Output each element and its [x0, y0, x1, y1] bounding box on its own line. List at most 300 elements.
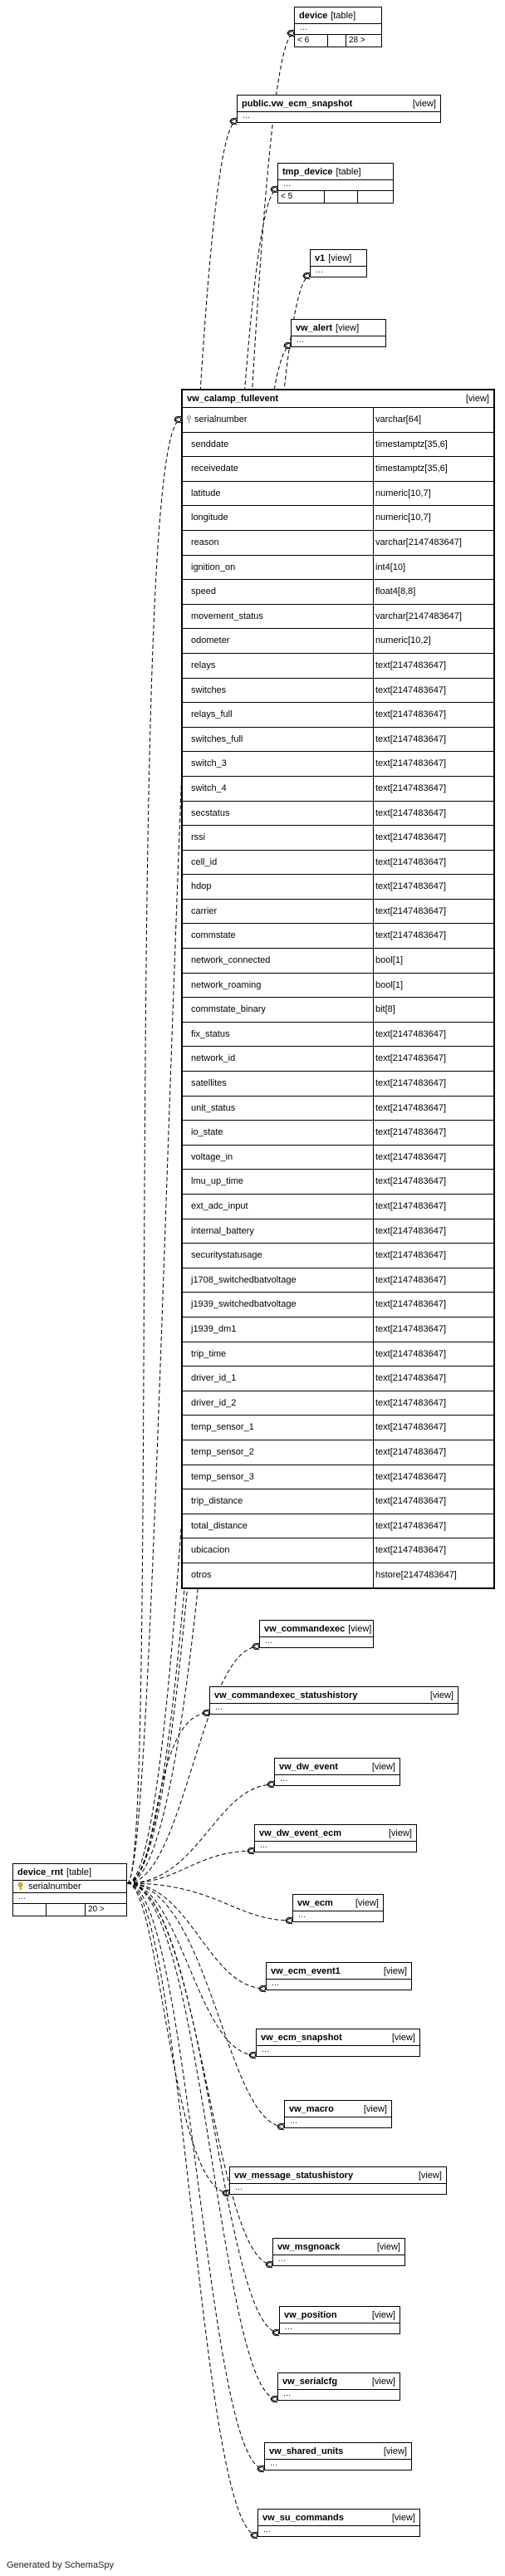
- column-name-cell: [183, 556, 374, 580]
- column-ellipsis: ...: [270, 2458, 278, 2468]
- column-type: text[2147483647]: [375, 1225, 447, 1236]
- column-row: [183, 1195, 493, 1219]
- column-row: [183, 654, 493, 679]
- column-name-cell: [183, 408, 374, 432]
- table-name: vw_macro: [289, 2103, 334, 2114]
- table-name: vw_ecm_snapshot: [261, 2032, 342, 2043]
- column-type: text[2147483647]: [375, 905, 447, 916]
- column-name: fix_status: [191, 1028, 230, 1039]
- column-type: text[2147483647]: [375, 1545, 447, 1556]
- column-row: [183, 506, 493, 531]
- table-kind: [view]: [371, 2309, 395, 2320]
- column-name: speed: [191, 586, 216, 597]
- table-name: public.vw_ecm_snapshot: [242, 98, 353, 109]
- column-name: temp_sensor_2: [191, 1446, 254, 1457]
- column-name: switch_4: [191, 783, 227, 793]
- relationship-edge: [127, 1883, 272, 2264]
- column-ellipsis: ...: [283, 2388, 292, 2398]
- table-name: vw_ecm_event1: [271, 1965, 341, 1976]
- column-name: trip_time: [191, 1348, 227, 1359]
- column-name: movement_status: [191, 611, 263, 621]
- column-name-cell: [183, 1047, 374, 1071]
- table-kind: [view]: [391, 2512, 415, 2523]
- column-row: [183, 1121, 493, 1146]
- column-list: [183, 408, 493, 1587]
- column-name-cell: [183, 1244, 374, 1268]
- column-name-cell: [183, 1489, 374, 1514]
- column-name-cell: [183, 1391, 374, 1416]
- column-type: hstore[2147483647]: [375, 1569, 457, 1580]
- column-type: bool[1]: [375, 979, 404, 990]
- column-name-cell: [183, 1293, 374, 1317]
- column-type: text[2147483647]: [375, 1250, 447, 1261]
- column-row: [183, 728, 493, 753]
- column-type: text[2147483647]: [375, 1274, 447, 1285]
- column-row: [183, 1489, 493, 1514]
- view-vw-dw-event[interactable]: [274, 1758, 400, 1786]
- column-name: network_id: [191, 1053, 236, 1064]
- child-count: [358, 191, 393, 203]
- table-name: vw_commandexec: [264, 1623, 346, 1634]
- column-name-cell: [183, 1121, 374, 1145]
- column-name: temp_sensor_1: [191, 1422, 254, 1433]
- column-row: [183, 826, 493, 851]
- table-name: vw_serialcfg: [282, 2376, 338, 2387]
- table-kind: [view]: [371, 1761, 395, 1772]
- column-name-cell: [183, 1367, 374, 1391]
- column-type: text[2147483647]: [375, 856, 447, 867]
- table-name: v1: [315, 253, 326, 263]
- column-name: secstatus: [191, 807, 230, 818]
- table-kind: [view]: [383, 1965, 407, 1976]
- table-name: vw_shared_units: [269, 2446, 344, 2456]
- table-kind: [table]: [336, 166, 361, 177]
- column-ellipsis: ...: [215, 1702, 223, 1712]
- table-name: tmp_device: [282, 166, 333, 177]
- column-type: timestamptz[35,6]: [375, 439, 448, 449]
- column-name: lmu_up_time: [191, 1176, 243, 1187]
- column-type: text[2147483647]: [375, 807, 447, 818]
- table-name: vw_commandexec_statushistory: [214, 1690, 358, 1700]
- table-name: vw_calamp_fullevent: [187, 394, 279, 404]
- column-name-cell: [183, 1416, 374, 1440]
- column-name-cell: [183, 900, 374, 924]
- table-kind: [view]: [336, 322, 360, 333]
- column-type: text[2147483647]: [375, 783, 447, 793]
- column-name: trip_distance: [191, 1496, 243, 1507]
- primary-key-icon: [17, 1882, 23, 1891]
- column-row: [183, 802, 493, 827]
- column-name-cell: [183, 1538, 374, 1563]
- table-kind: [table]: [331, 10, 356, 21]
- column-name: switches: [191, 684, 227, 695]
- child-count: 28 >: [349, 36, 365, 45]
- parent-count: [13, 1904, 47, 1916]
- column-row: [183, 1391, 493, 1416]
- column-name: receivedate: [191, 464, 238, 474]
- view-vw-commandexec[interactable]: [259, 1620, 374, 1648]
- column-ellipsis: ...: [262, 2044, 270, 2054]
- column-name: j1939_switchedbatvoltage: [191, 1299, 297, 1310]
- column-row: [183, 605, 493, 630]
- foreign-key-icon: [186, 415, 192, 424]
- column-name-cell: [183, 531, 374, 555]
- column-type: numeric[10,2]: [375, 635, 431, 646]
- column-name-cell: [183, 752, 374, 776]
- column-ellipsis: ...: [295, 24, 381, 35]
- column-name-cell: [183, 1465, 374, 1489]
- table-name: device: [299, 10, 328, 21]
- column-name: satellites: [191, 1078, 227, 1089]
- parent-count: < 6: [295, 35, 328, 47]
- column-name: ubicacion: [191, 1545, 230, 1556]
- column-type: text[2147483647]: [375, 881, 447, 892]
- row-count: [325, 191, 358, 203]
- column-name: cell_id: [191, 856, 218, 867]
- column-type: varchar[64]: [375, 415, 422, 424]
- column-name: switches_full: [191, 734, 243, 744]
- column-row: [183, 998, 493, 1023]
- column-row: [183, 457, 493, 482]
- child-count: 20 >: [88, 1905, 105, 1914]
- column-row: [183, 482, 493, 507]
- column-name-cell: [183, 974, 374, 998]
- table-name: device_rnt: [17, 1867, 64, 1877]
- column-ellipsis: ...: [13, 1893, 126, 1904]
- column-row: [183, 1268, 493, 1293]
- column-type: bit[8]: [375, 1004, 395, 1015]
- column-row: [183, 679, 493, 704]
- column-name: commstate_binary: [191, 1004, 266, 1015]
- column-row: [183, 1416, 493, 1440]
- column-name: j1939_dm1: [191, 1323, 237, 1334]
- column-row: [183, 1219, 493, 1244]
- column-row: [183, 1146, 493, 1170]
- column-type: text[2147483647]: [375, 1028, 447, 1039]
- column-name-cell: [183, 1317, 374, 1342]
- column-name: internal_battery: [191, 1225, 254, 1236]
- column-row: [183, 1047, 493, 1072]
- column-name: otros: [191, 1569, 212, 1580]
- column-name-cell: [183, 1514, 374, 1538]
- column-ellipsis: ...: [280, 1774, 288, 1784]
- table-kind: [view]: [465, 394, 489, 404]
- column-name-cell: [183, 949, 374, 973]
- column-ellipsis: ...: [265, 1636, 273, 1646]
- view-vw-serialcfg[interactable]: [277, 2372, 400, 2401]
- column-name: ignition_on: [191, 562, 236, 572]
- column-name-cell: [183, 728, 374, 752]
- column-ellipsis: ...: [297, 335, 305, 345]
- column-type: text[2147483647]: [375, 1520, 447, 1531]
- column-row: [183, 851, 493, 876]
- column-type: text[2147483647]: [375, 1102, 447, 1113]
- table-kind: [view]: [328, 253, 352, 263]
- column-type: text[2147483647]: [375, 660, 447, 670]
- column-type: varchar[2147483647]: [375, 537, 462, 547]
- column-type: text[2147483647]: [375, 684, 447, 695]
- column-name-cell: [183, 605, 374, 629]
- column-name: securitystatusage: [191, 1250, 262, 1261]
- table-kind: [view]: [418, 2170, 442, 2181]
- column-name-cell: [183, 1268, 374, 1293]
- column-type: text[2147483647]: [375, 1299, 447, 1310]
- row-count: [47, 1904, 86, 1916]
- column-type: text[2147483647]: [375, 1422, 447, 1433]
- column-name: j1708_switchedbatvoltage: [191, 1274, 297, 1285]
- table-kind: [view]: [429, 1690, 454, 1700]
- column-type: text[2147483647]: [375, 1176, 447, 1187]
- relationship-edge: [127, 1883, 277, 2399]
- column-ellipsis: ...: [290, 2116, 298, 2126]
- table-device[interactable]: [294, 7, 382, 47]
- column-row: [183, 1293, 493, 1317]
- column-name-cell: [183, 1072, 374, 1096]
- table-name: vw_msgnoack: [277, 2241, 341, 2252]
- column-type: text[2147483647]: [375, 1397, 447, 1408]
- view-vw-su-commands[interactable]: [257, 2509, 420, 2537]
- column-name-cell: [183, 924, 374, 948]
- column-name-cell: [183, 802, 374, 826]
- view-vw-ecm[interactable]: [292, 1894, 384, 1922]
- column-name-cell: [183, 998, 374, 1022]
- column-ellipsis: ...: [272, 1978, 280, 1988]
- column-name: longitude: [191, 513, 228, 523]
- column-row: [183, 1170, 493, 1195]
- column-name: network_connected: [191, 955, 271, 966]
- column-name: reason: [191, 537, 219, 547]
- column-type: text[2147483647]: [375, 1348, 447, 1359]
- column-ellipsis: ...: [285, 2322, 293, 2332]
- column-row: [183, 1342, 493, 1367]
- table-name: vw_position: [284, 2309, 337, 2320]
- column-type: float4[8,8]: [375, 586, 416, 597]
- column-ellipsis: ...: [260, 1840, 268, 1850]
- view-vw-calamp-fullevent[interactable]: [181, 389, 495, 1589]
- column-name-cell: [183, 506, 374, 530]
- column-name: senddate: [191, 439, 229, 449]
- column-row: [183, 1367, 493, 1391]
- column-type: varchar[2147483647]: [375, 611, 462, 621]
- column-type: text[2147483647]: [375, 1496, 447, 1507]
- column-type: text[2147483647]: [375, 758, 447, 769]
- column-name: switch_3: [191, 758, 227, 769]
- column-row: [183, 949, 493, 974]
- column-name-cell: [183, 580, 374, 604]
- table-kind: [view]: [371, 2376, 395, 2387]
- column-name: temp_sensor_3: [191, 1471, 254, 1482]
- table-name: vw_alert: [296, 322, 333, 333]
- column-type: text[2147483647]: [375, 930, 447, 941]
- table-device-rnt[interactable]: [12, 1863, 127, 1916]
- column-name-cell: [183, 1023, 374, 1047]
- column-row: [183, 1023, 493, 1048]
- table-name: vw_ecm: [297, 1897, 333, 1908]
- generator-footer: Generated by SchemaSpy: [7, 2560, 115, 2570]
- table-name: vw_dw_event_ecm: [259, 1828, 342, 1838]
- column-type: text[2147483647]: [375, 1201, 447, 1211]
- column-name-cell: [183, 654, 374, 678]
- column-name-cell: [183, 851, 374, 875]
- column-row: [183, 752, 493, 777]
- column-ellipsis: ...: [298, 1910, 306, 1920]
- column-name-cell: [183, 629, 374, 653]
- table-kind: [table]: [66, 1867, 91, 1877]
- table-kind: [view]: [363, 2103, 387, 2114]
- column-name-cell: [183, 679, 374, 703]
- view-v1[interactable]: [310, 249, 367, 277]
- column-type: text[2147483647]: [375, 1373, 447, 1384]
- column-name: rssi: [191, 832, 206, 843]
- table-kind: [view]: [412, 98, 436, 109]
- relationship-edge: [127, 1883, 257, 2535]
- column-row: [183, 924, 493, 949]
- column-name-cell: [183, 1146, 374, 1170]
- column-name-cell: [183, 482, 374, 506]
- table-kind: [view]: [355, 1897, 379, 1908]
- column-name: relays_full: [191, 709, 233, 720]
- column-name: network_roaming: [191, 979, 262, 990]
- view-public-vw-ecm-snapshot[interactable]: [237, 95, 441, 123]
- column-row: [183, 1317, 493, 1342]
- column-name: odometer: [191, 635, 230, 646]
- column-row: [183, 777, 493, 802]
- column-name: io_state: [191, 1127, 223, 1138]
- column-name-cell: [183, 1219, 374, 1244]
- relationship-counts: [13, 1904, 126, 1916]
- column-type: text[2147483647]: [375, 1127, 447, 1138]
- relationship-edge: [127, 1883, 266, 1989]
- column-type: text[2147483647]: [375, 1151, 447, 1162]
- column-type: text[2147483647]: [375, 832, 447, 843]
- column-row: [183, 1563, 493, 1587]
- table-kind: [view]: [391, 2032, 415, 2043]
- table-name: vw_dw_event: [279, 1761, 338, 1772]
- table-kind: [view]: [348, 1623, 372, 1634]
- column-name: commstate: [191, 930, 236, 941]
- table-kind: [view]: [376, 2241, 400, 2252]
- column-name: driver_id_2: [191, 1397, 237, 1408]
- column-name: latitude: [191, 488, 221, 498]
- view-vw-shared-units[interactable]: [264, 2442, 412, 2471]
- column-name-cell: [183, 1563, 374, 1587]
- column-name: unit_status: [191, 1102, 236, 1113]
- column-row: [183, 1465, 493, 1490]
- view-vw-message-statushistory[interactable]: [229, 2166, 447, 2195]
- column-type: int4[10]: [375, 562, 406, 572]
- column-row: [183, 1097, 493, 1121]
- relationship-edge: [127, 1883, 279, 2333]
- column-row: [183, 531, 493, 556]
- column-type: text[2147483647]: [375, 1323, 447, 1334]
- column-ellipsis: ...: [278, 180, 393, 191]
- column-type: text[2147483647]: [375, 1446, 447, 1457]
- table-name: vw_su_commands: [262, 2512, 344, 2523]
- column-row: [183, 433, 493, 458]
- column-row: [183, 1244, 493, 1268]
- column-name: relays: [191, 660, 216, 670]
- column-row: [183, 580, 493, 605]
- column-name-cell: [183, 777, 374, 801]
- column-type: text[2147483647]: [375, 709, 447, 720]
- view-vw-commandexec-statushistory[interactable]: [209, 1686, 458, 1715]
- column-row: [183, 408, 493, 433]
- table-tmp-device[interactable]: [277, 163, 394, 204]
- column-ellipsis: ...: [263, 2524, 272, 2534]
- column-row: [183, 875, 493, 900]
- column-name-cell: [183, 875, 374, 899]
- relationship-edge: [127, 420, 181, 1883]
- column-name: voltage_in: [191, 1151, 233, 1162]
- column-row: [13, 1881, 126, 1893]
- column-name-cell: [183, 1440, 374, 1465]
- column-type: numeric[10,7]: [375, 513, 431, 523]
- column-name: total_distance: [191, 1520, 248, 1531]
- table-kind: [view]: [383, 2446, 407, 2456]
- column-name: carrier: [191, 905, 218, 916]
- column-ellipsis: ...: [235, 2182, 243, 2192]
- column-ellipsis: ...: [243, 110, 251, 120]
- relationship-counts: [295, 35, 381, 47]
- column-name: serialnumber: [28, 1882, 81, 1892]
- column-type: timestamptz[35,6]: [375, 464, 448, 474]
- column-row: [183, 1072, 493, 1097]
- column-name-cell: [183, 433, 374, 457]
- column-type: text[2147483647]: [375, 1078, 447, 1089]
- column-row: [183, 1538, 493, 1563]
- column-row: [183, 629, 493, 654]
- column-name-cell: [183, 1342, 374, 1367]
- column-name-cell: [183, 826, 374, 850]
- column-row: [183, 974, 493, 999]
- column-name-cell: [183, 1097, 374, 1121]
- column-name-cell: [183, 1170, 374, 1194]
- column-row: [183, 703, 493, 728]
- parent-count: < 5: [278, 191, 325, 203]
- column-name: ext_adc_input: [191, 1201, 248, 1211]
- column-type: numeric[10,7]: [375, 488, 431, 498]
- relationship-edge: [127, 1784, 274, 1883]
- column-type: text[2147483647]: [375, 734, 447, 744]
- column-name-cell: [183, 1195, 374, 1219]
- view-vw-macro[interactable]: [284, 2100, 392, 2128]
- column-row: [183, 556, 493, 581]
- column-name: driver_id_1: [191, 1373, 237, 1384]
- column-type: text[2147483647]: [375, 1053, 447, 1064]
- column-ellipsis: ...: [278, 2254, 287, 2264]
- table-kind: [view]: [388, 1828, 412, 1838]
- relationship-edge: [127, 1883, 292, 1921]
- view-vw-ecm-event1[interactable]: [266, 1962, 412, 1990]
- column-name: hdop: [191, 881, 212, 892]
- column-name-cell: [183, 703, 374, 727]
- view-vw-alert[interactable]: [291, 319, 386, 347]
- view-vw-msgnoack[interactable]: [272, 2238, 405, 2266]
- view-vw-dw-event-ecm[interactable]: [254, 1824, 417, 1852]
- column-type: text[2147483647]: [375, 1471, 447, 1482]
- column-ellipsis: ...: [316, 265, 324, 275]
- table-name: vw_message_statushistory: [234, 2170, 354, 2181]
- column-type: bool[1]: [375, 955, 404, 966]
- column-name-cell: [183, 457, 374, 481]
- view-vw-position[interactable]: [279, 2306, 400, 2334]
- view-vw-ecm-snapshot[interactable]: [256, 2029, 420, 2057]
- column-row: [183, 1440, 493, 1465]
- relationship-edge: [127, 1883, 256, 2055]
- row-count: [328, 35, 346, 47]
- column-row: [183, 900, 493, 925]
- relationship-counts: [278, 191, 393, 203]
